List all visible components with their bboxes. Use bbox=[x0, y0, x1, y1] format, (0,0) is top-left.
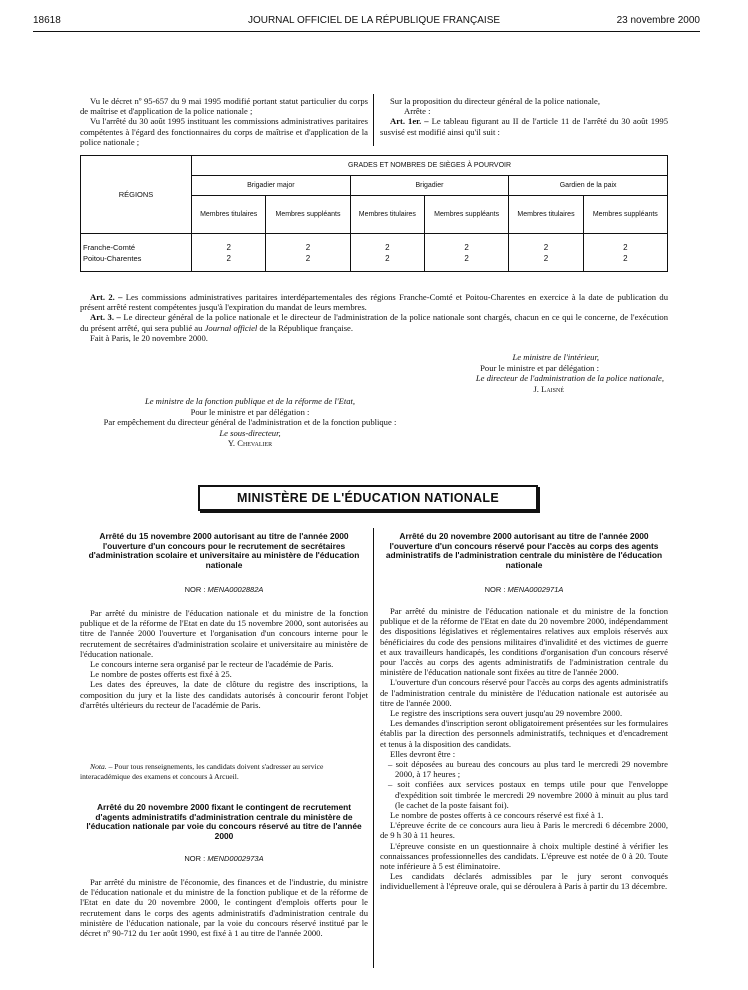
journal-officiel: Journal officiel bbox=[204, 322, 258, 333]
visa-block bbox=[80, 96, 368, 147]
nor-reference: NOR : MEND0002973A bbox=[184, 854, 264, 863]
column-divider bbox=[373, 94, 374, 146]
signature-fonction: Le ministre de la fonction publique et de la réforme de l'Etat, Pour le ministre et par délégation : Par empêchement du directeur général de l'administration et de la fonction publique : Le sous-directeur, Y. Chevalier bbox=[103, 396, 397, 448]
done-line: Fait à Paris, le 20 novembre 2000. bbox=[90, 332, 208, 343]
sub-header: Membres suppléants bbox=[425, 196, 509, 234]
table-cell: 2 2 bbox=[583, 234, 667, 272]
list-item: – soit confiées aux services postaux en temps utile pour que l'enveloppe d'expédition soit timbrée le mercredi 29 novembre 2000 à minuit au plus tard (le cachet de la poste faisant foi). bbox=[388, 779, 668, 810]
articles-block: Art. 2. – Les commissions administratives paritaires interdépartementales des régions Franche-Comté et Poitou-Charentes en exercice à la date de publication du présent arrêté restent compétentes jusqu'à l'expiration du mandat de leurs membres. Art. 3. – Le directeur général de la police nationale et le directeur de l'administration de la police nationale sont chargés, chacun en ce qui le concerne, de l'exécution du présent arrêté, qui sera publié au Journal officiel de la République française. Fait à Paris, le 20 novembre 2000. bbox=[80, 292, 668, 343]
visa-paragraph: Vu le décret nº 95-657 du 9 mai 1995 modifié portant statut particulier du corps de maîtrise et d'application de la police nationale ; bbox=[80, 96, 368, 117]
regions-header: RÉGIONS bbox=[81, 156, 192, 234]
header-rule bbox=[33, 31, 700, 32]
grade-header: Brigadier bbox=[350, 176, 509, 196]
region-name: Poitou-Charentes bbox=[83, 253, 142, 263]
article-body: Par arrêté du ministre de l'économie, des finances et de l'industrie, du ministre de l'éducation nationale et du ministre de la fonction publique et de la réforme de l'Etat en date du 20 novembre 2000, le contingent d'emplois offerts pour le recrutement dans le corps des agents administratifs d'administration centrale du ministère de l'éducation nationale, par la voie du concours réservé institué par le décret nº 90-712 du 1er août 1990, est fixé à 1 au titre de l'année 2000. bbox=[80, 877, 368, 939]
sub-header: Membres suppléants bbox=[266, 196, 350, 234]
nota: Nota. – Pour tous renseignements, les candidats doivent s'adresser au service interacadémique des examens et concours à Arcueil. bbox=[80, 762, 324, 781]
journal-title: JOURNAL OFFICIEL DE LA RÉPUBLIQUE FRANÇAISE bbox=[247, 15, 501, 26]
art1-label: Art. 1er. – bbox=[390, 116, 429, 127]
table-cell: 2 2 bbox=[425, 234, 509, 272]
ministry-banner: MINISTÈRE DE L'ÉDUCATION NATIONALE bbox=[198, 485, 538, 511]
table-cell: 2 2 bbox=[192, 234, 266, 272]
sub-header: Membres titulaires bbox=[192, 196, 266, 234]
art3-text: Le directeur général de la police nationale et le directeur de l'administration de la police nationale sont chargés, chacun en ce qui le concerne, de l'exécution du présent arrêté, qui sera publié au bbox=[80, 312, 668, 333]
sub-header: Membres titulaires bbox=[509, 196, 583, 234]
article-body: Par arrêté du ministre de l'éducation nationale et du ministre de la fonction publique et de la réforme de l'Etat en date du 15 novembre 2000, sont autorisées au titre de l'année 2000 l'ouverture et l'organisation d'un concours interne pour le recrutement de secrétaires d'administration scolaire et universitaire au ministère de l'éducation nationale. Le concours interne sera organisé par le recteur de l'académie de Paris. Le nombre de postes offerts est fixé à 25. Les dates des épreuves, la date de clôture du registre des inscriptions, la composition du jury et la liste des candidats autorisés à concourir feront l'objet d'arrêtés ultérieurs du recteur de l'académie de Paris. bbox=[80, 608, 368, 710]
signature-interior: Le ministre de l'intérieur, Pour le ministre et par délégation : Le directeur de l'administration de la police nationale, J. Laisné bbox=[475, 352, 664, 394]
publication-date: 23 novembre 2000 bbox=[616, 15, 700, 26]
arrete-line: Arrête : bbox=[404, 106, 431, 117]
table-cell: 2 2 bbox=[266, 234, 350, 272]
table-cell: 2 2 bbox=[509, 234, 583, 272]
article-body: Par arrêté du ministre de l'éducation nationale et du ministre de la fonction publique et de la réforme de l'Etat en date du 20 novembre 2000, indépendamment des dispositions législatives et réglementaires relatives aux emplois réservés aux bénéficiaires du code des pensions militaires d'invalidité et des victimes de guerre et aux travailleurs handicapés, les conditions d'organisation d'un concours réservé pour l'accès au corps des agents administratifs de l'administration centrale du ministère de l'éducation nationale sont fixées au titre de l'année 2000. L'ouverture d'un concours réservé pour l'accès au corps des agents administratifs de l'administration centrale du ministère de l'éducation nationale est autorisée au titre de l'année 2000. Le registre des inscriptions sera ouvert jusqu'au 29 novembre 2000. Les demandes d'inscription seront obligatoirement présentées sur les formulaires établis par la direction des personnels administratifs, techniques et d'encadrement et tenus à la disposition des candidats. Elles devront être : – soit déposées au bureau des concours au plus tard le mercredi 29 novembre 2000, à 17 heures ; – soit confiées aux services postaux en temps utile pour que l'enveloppe d'expédition soit timbrée le mercredi 29 novembre 2000 à minuit au plus tard (le cachet de la poste faisant foi). Le nombre de postes offerts à ce concours réservé est fixé à 1. L'épreuve écrite de ce concours aura lieu à Paris le mercredi 6 décembre 2000, de 9 h 30 à 11 heures. L'épreuve consiste en un questionnaire à choix multiple destiné à vérifier les connaissances professionnelles des candidats. L'épreuve est notée de 0 à 20. Toute note inférieure à 5 est éliminatoire. Les candidats déclarés admissibles par le jury seront convoqués individuellement à l'épreuve orale, qui se déroulera à Paris à partir du 13 décembre. bbox=[380, 606, 668, 892]
arrete-block bbox=[380, 96, 668, 137]
article-title: Arrêté du 20 novembre 2000 autorisant au titre de l'année 2000 l'ouverture d'un concours réservé pour l'accès au corps des agents administratifs de l'administration centrale du ministère de l'éducation nationale bbox=[385, 531, 663, 570]
sub-header: Membres titulaires bbox=[350, 196, 424, 234]
grades-table bbox=[80, 155, 668, 272]
article-title: Arrêté du 20 novembre 2000 fixant le contingent de recrutement d'agents administratifs d'administration centrale du ministère de l'éducation nationale par voie du concours réservé au titre de l'année 2000 bbox=[86, 802, 362, 841]
grade-header: Gardien de la paix bbox=[509, 176, 668, 196]
sub-header: Membres suppléants bbox=[583, 196, 667, 234]
conditions-list bbox=[380, 759, 668, 810]
art2-text: Les commissions administratives paritaires interdépartementales des régions Franche-Comté et Poitou-Charentes en exercice à la date de publication du présent arrêté restent compétentes jusqu'à l'expiration du mandat de leurs membres. bbox=[80, 292, 668, 313]
column-divider bbox=[373, 528, 374, 968]
article-title: Arrêté du 15 novembre 2000 autorisant au titre de l'année 2000 l'ouverture d'un concours pour le recrutement de secrétaires d'administration scolaire et universitaire au ministère de l'éducation nationale bbox=[88, 531, 360, 570]
art2-label: Art. 2. – bbox=[90, 292, 123, 302]
nor-reference: NOR : MENA0002971A bbox=[484, 585, 564, 594]
art1-text: Le tableau figurant au II de l'article 11 de l'arrêté du 30 août 1995 susvisé est modifié ainsi qu'il suit : bbox=[380, 116, 668, 137]
table-title: GRADES ET NOMBRES DE SIÈGES À POURVOIR bbox=[192, 156, 668, 176]
table-cell: 2 2 bbox=[350, 234, 424, 272]
region-cells bbox=[81, 234, 192, 272]
list-item: – soit déposées au bureau des concours au plus tard le mercredi 29 novembre 2000, à 17 heures ; bbox=[388, 759, 668, 780]
grade-header: Brigadier major bbox=[192, 176, 351, 196]
visa-paragraph: Vu l'arrêté du 30 août 1995 instituant les commissions administratives paritaires compétentes à l'égard des fonctionnaires du corps de maîtrise et d'application de la police nationale ; bbox=[80, 116, 368, 147]
nor-reference: NOR : MENA0002882A bbox=[184, 585, 264, 594]
page-number: 18618 bbox=[33, 15, 61, 26]
proposal-line: Sur la proposition du directeur général de la police nationale, bbox=[390, 96, 600, 106]
region-name: Franche-Comté bbox=[83, 242, 136, 252]
art3-label: Art. 3. – bbox=[90, 312, 121, 323]
